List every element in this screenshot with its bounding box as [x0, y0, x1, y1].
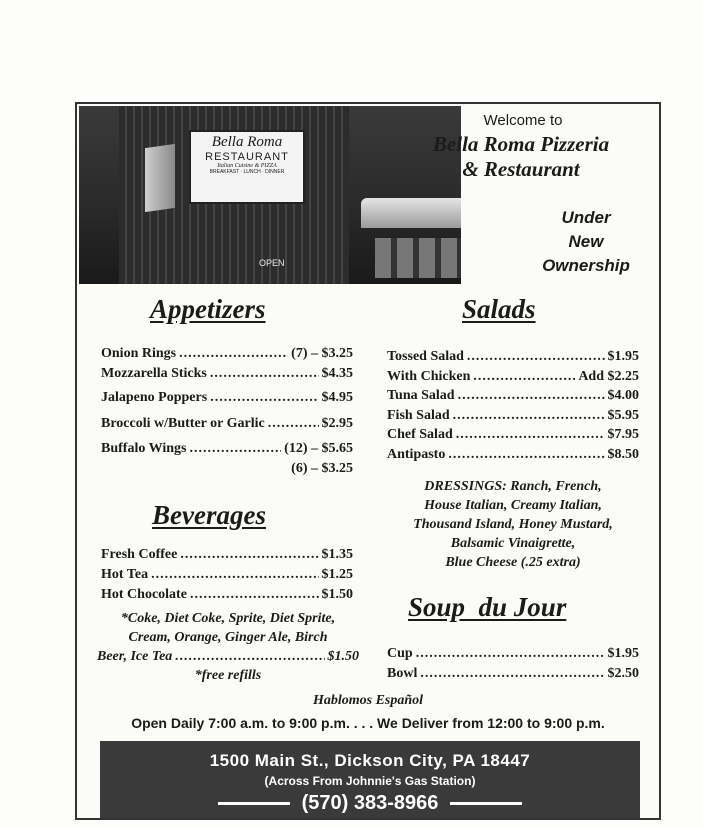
item-name: Mozzarella Sticks [101, 366, 207, 381]
leader-dots [416, 644, 605, 664]
phone-row [100, 792, 640, 815]
owner-line: New [568, 232, 604, 251]
dressing-line: DRESSINGS: Ranch, French, [424, 479, 602, 494]
sign-name: Bella Roma [211, 134, 283, 150]
item-price: $4.00 [607, 388, 639, 404]
leader-dots [473, 367, 575, 387]
menu-item [387, 644, 639, 664]
leader-dots [420, 664, 604, 684]
item-price: $4.35 [321, 366, 353, 381]
phone-number: (570) 383-8966 [301, 792, 439, 814]
item-price: $8.50 [607, 446, 639, 462]
open-sign: OPEN [259, 258, 285, 268]
item-price: $7.95 [607, 427, 639, 443]
soda-line: *Coke, Diet Coke, Sprite, Diet Sprite, [120, 611, 336, 626]
soup-heading: Soup du Jour [408, 592, 567, 622]
menu-item [101, 585, 353, 605]
leader-dots [190, 585, 319, 605]
menu-item [387, 386, 639, 406]
leader-dots [456, 425, 605, 445]
dressings-list [382, 477, 644, 572]
dressing-line: Thousand Island, Honey Mustard, [413, 517, 613, 532]
item-price: $1.95 [607, 349, 639, 364]
soda-list [97, 609, 359, 685]
item-name: Chef Salad [387, 427, 453, 443]
beverages-list [101, 545, 353, 605]
menu-item [387, 425, 639, 445]
address: 1500 Main St., Dickson City, PA 18447 [209, 751, 531, 770]
item-price: $2.50 [607, 666, 639, 681]
item-name: Fresh Coffee [101, 547, 178, 562]
restaurant-name-line1: Bella Roma Pizzeria [432, 132, 610, 156]
soup-list [387, 644, 639, 684]
storefront-windows [375, 238, 461, 278]
divider [218, 802, 290, 805]
item-price: Add $2.25 [578, 368, 639, 384]
appetizers-list [101, 346, 353, 481]
item-name: Cup [387, 646, 413, 661]
item-price: $1.25 [321, 567, 353, 582]
hours-text: Open Daily 7:00 a.m. to 9:00 p.m. . . . We Deliver from 12:00 to 9:00 p.m. [131, 715, 605, 731]
ownership-note [523, 206, 649, 278]
menu-item [387, 367, 639, 387]
soda-line-price [97, 647, 359, 666]
menu-item [387, 664, 639, 684]
item-price: $1.95 [607, 646, 639, 661]
leader-dots [189, 441, 281, 457]
item-name: Tuna Salad [387, 388, 455, 404]
menu-item [101, 441, 353, 461]
item-price: $1.50 [321, 587, 353, 602]
refills-note: *free refills [194, 668, 262, 683]
item-name: Buffalo Wings [101, 441, 187, 456]
restaurant-name-line2: & Restaurant [462, 157, 580, 181]
sign-sub: Italian Cuisine & PIZZA [217, 163, 277, 169]
item-name: Tossed Salad [387, 349, 464, 364]
beverages-heading: Beverages [152, 500, 266, 530]
item-name: Jalapeno Poppers [101, 390, 208, 405]
leader-dots [458, 386, 605, 406]
restaurant-sign [189, 130, 305, 204]
menu-item [101, 565, 353, 585]
dressing-line: House Italian, Creamy Italian, [424, 498, 602, 513]
divider [450, 802, 522, 805]
owner-line: Under [561, 208, 611, 227]
wings-small-price: (6) – $3.25 [291, 461, 353, 476]
item-price: (7) – $3.25 [291, 346, 353, 361]
item-name: Hot Tea [101, 567, 149, 582]
leader-dots [268, 416, 319, 432]
soda-line: Cream, Orange, Ginger Ale, Birch [128, 630, 328, 645]
item-name: Broccoli w/Butter or Garlic [101, 416, 265, 431]
leader-dots [453, 406, 605, 426]
awning [361, 198, 461, 228]
item-name: Bowl [387, 666, 418, 681]
dressing-line: Blue Cheese (.25 extra) [445, 555, 581, 570]
sign-word: RESTAURANT [205, 151, 289, 163]
salads-list [387, 347, 639, 465]
leader-dots [467, 347, 605, 367]
landmark: (Across From Johnnie's Gas Station) [264, 774, 476, 788]
menu-flyer [75, 102, 661, 820]
spanish-note: Hablomos Español [312, 693, 424, 708]
appetizers-heading: Appetizers [150, 294, 266, 324]
item-name: Beer, Ice Tea [97, 649, 173, 664]
menu-item [101, 346, 353, 366]
restaurant-name [387, 132, 655, 182]
menu-item [101, 545, 353, 565]
item-price: $1.50 [327, 649, 359, 664]
item-name: With Chicken [387, 368, 471, 384]
item-price: $4.95 [321, 390, 353, 405]
menu-item [387, 445, 639, 465]
item-name: Antipasto [387, 446, 446, 462]
item-price: $2.95 [321, 416, 353, 431]
leader-dots [175, 647, 324, 666]
salads-heading: Salads [462, 294, 536, 324]
owner-line: Ownership [542, 256, 630, 275]
dressing-line: Balsamic Vinaigrette, [450, 536, 576, 551]
menu-item [387, 347, 639, 367]
contact-footer [100, 741, 640, 818]
leader-dots [151, 565, 318, 585]
item-name: Onion Rings [101, 346, 177, 361]
item-price: $1.35 [321, 547, 353, 562]
sign-meals: BREAKFAST · LUNCH · DINNER [209, 169, 285, 175]
leader-dots [180, 545, 318, 565]
menu-item [387, 406, 639, 426]
leader-dots [210, 390, 318, 406]
item-name: Fish Salad [387, 407, 450, 423]
item-name: Hot Chocolate [101, 587, 187, 602]
item-price: $5.95 [607, 407, 639, 423]
leader-dots [179, 346, 288, 362]
menu-item [101, 366, 353, 390]
menu-item [101, 416, 353, 441]
menu-item [101, 390, 353, 416]
leader-dots [448, 445, 604, 465]
flag [145, 144, 175, 212]
item-price: (12) – $5.65 [284, 441, 353, 456]
welcome-text: Welcome to [483, 112, 563, 129]
leader-dots [210, 366, 319, 382]
